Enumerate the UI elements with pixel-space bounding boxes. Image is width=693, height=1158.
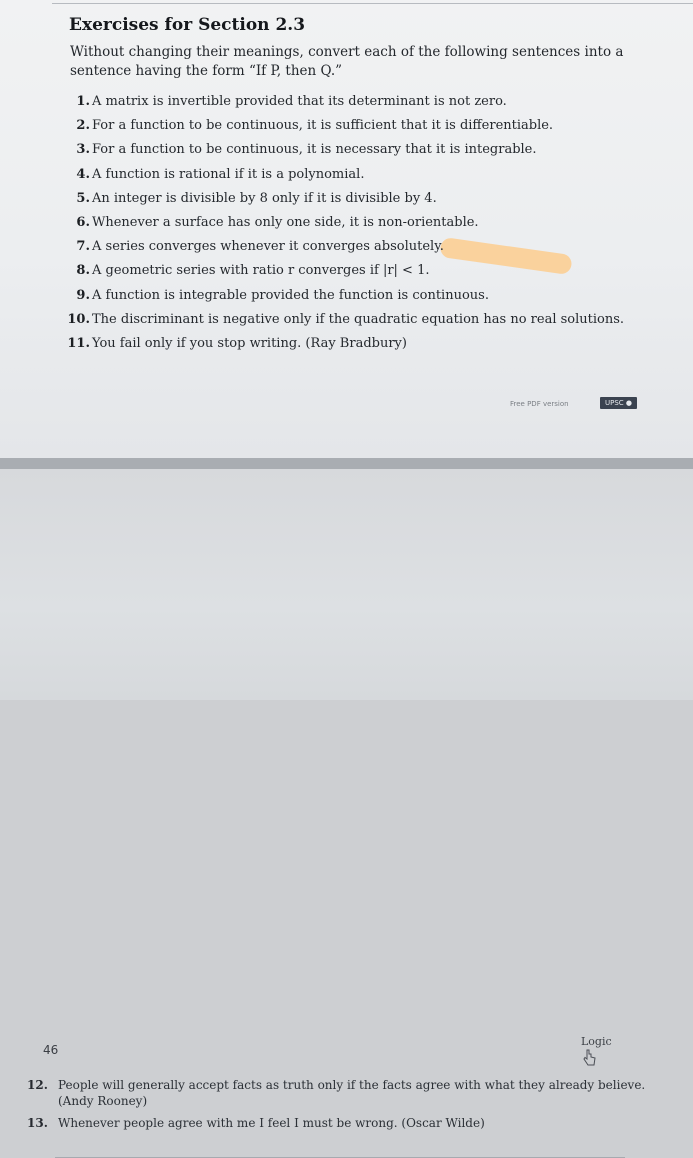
watermark-text: Free PDF version <box>510 400 569 408</box>
exercise-text: A function is rational if it is a polynomial. <box>92 166 365 182</box>
exercise-text: A function is integrable provided the function is continuous. <box>92 287 489 303</box>
exercise-text: Whenever a surface has only one side, it is non-orientable. <box>92 214 479 230</box>
exercise-number: 1. <box>76 94 90 109</box>
exercise-number: 9. <box>76 287 90 303</box>
exercise-number: 6. <box>76 214 90 230</box>
lower-page <box>0 469 693 1130</box>
exercise-text: A series converges whenever it converges absolutely. <box>92 239 444 255</box>
watermark-logo: UPSC ● <box>600 397 637 409</box>
exercise-item <box>56 213 676 237</box>
exercise-item <box>56 165 676 189</box>
upper-page <box>0 0 693 458</box>
exercise-text: A geometric series with ratio r converges if |r| < 1. <box>92 263 430 279</box>
exercise-item <box>56 189 676 213</box>
exercise-item <box>56 334 676 358</box>
exercise-number: 3. <box>76 142 90 158</box>
exercise-text: For a function to be continuous, it is necessary that it is integrable. <box>92 142 537 158</box>
exercise-item <box>56 237 676 261</box>
exercise-text: Whenever people agree with me I feel I must be wrong. (Oscar Wilde) <box>58 1116 485 1130</box>
exercise-item <box>56 261 676 285</box>
exercise-number: 5. <box>76 190 90 206</box>
page-number: 46 <box>43 1043 59 1057</box>
exercise-list-continued <box>27 1077 647 1137</box>
exercise-text: You fail only if you stop writing. (Ray Bradbury) <box>92 335 407 351</box>
exercise-number: 7. <box>76 239 90 255</box>
exercise-text: For a function to be continuous, it is sufficient that it is differentiable. <box>92 118 554 134</box>
exercise-text: An integer is divisible by 8 only if it is divisible by 4. <box>92 190 437 206</box>
chapter-running-head: Logic <box>581 1035 612 1048</box>
exercise-number: 4. <box>76 166 90 182</box>
top-rule <box>52 3 693 4</box>
exercise-number: 2. <box>76 118 90 134</box>
exercise-list <box>56 92 676 358</box>
hand-cursor-icon <box>582 1048 598 1068</box>
page-seam <box>0 458 693 469</box>
exercise-item <box>27 1077 647 1109</box>
exercise-number: 11. <box>67 335 90 351</box>
exercise-item <box>56 92 676 116</box>
exercise-instructions: Without changing their meanings, convert each of the following sentences into a sentence having the form “If P, then Q.” <box>70 44 624 79</box>
exercise-number: 8. <box>76 263 90 279</box>
exercise-item <box>56 140 676 164</box>
section-title: Exercises for Section 2.3 <box>69 15 306 35</box>
exercise-text: A matrix is invertible provided that its determinant is not zero. <box>92 94 507 109</box>
exercise-number: 10. <box>67 311 90 327</box>
exercise-text: People will generally accept facts as truth only if the facts agree with what they already believe. (Andy Rooney) <box>58 1078 646 1108</box>
exercise-number: 13. <box>27 1116 48 1130</box>
exercise-item <box>56 116 676 140</box>
exercise-item <box>56 310 676 334</box>
exercise-number: 12. <box>27 1078 48 1092</box>
exercise-item <box>56 286 676 310</box>
exercise-item <box>27 1115 647 1131</box>
exercise-text: The discriminant is negative only if the quadratic equation has no real solutions. <box>92 311 625 327</box>
